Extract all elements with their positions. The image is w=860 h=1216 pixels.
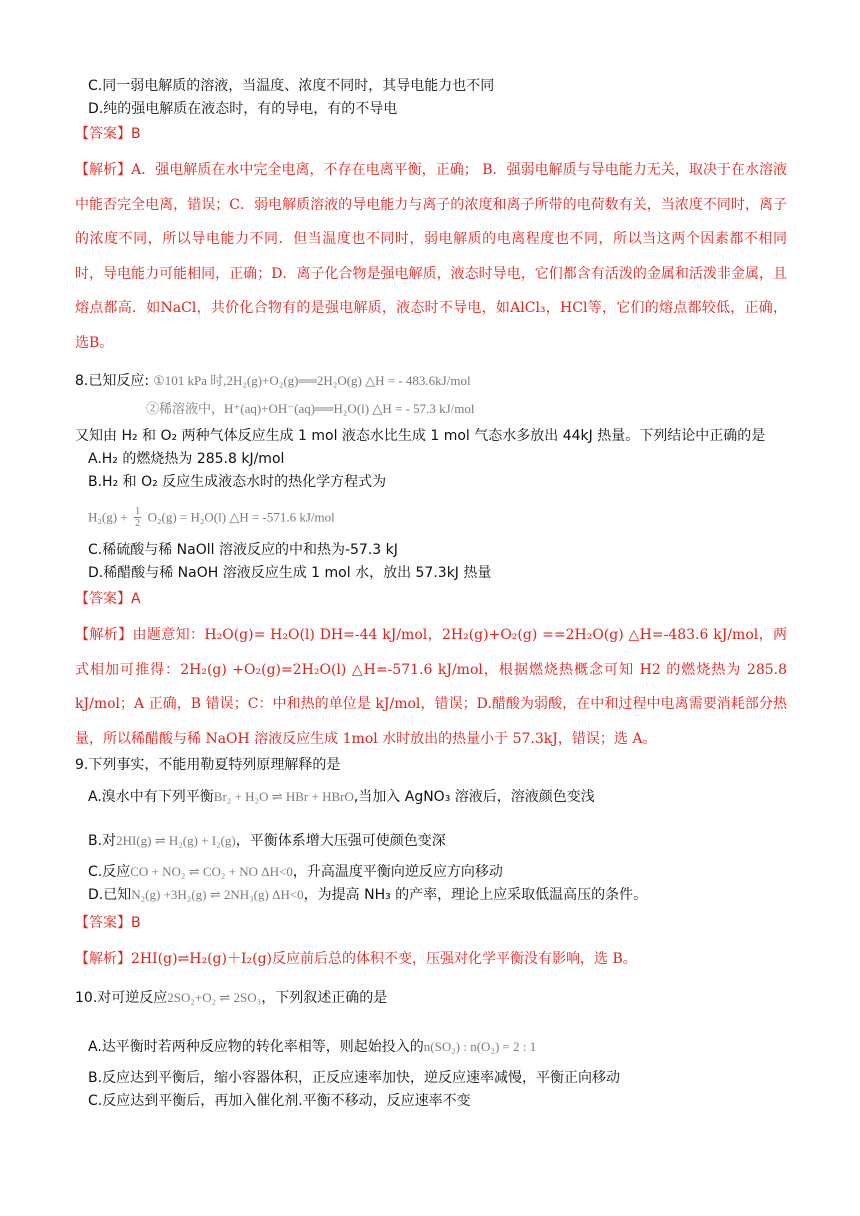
q9-option-b-post: ，平衡体系增大压强可使颜色变深: [235, 833, 446, 849]
q10-option-b: B.反应达到平衡后，缩小容器体积，正反应速率加快，逆反应速率减慢，平衡正向移动: [88, 1070, 621, 1086]
q9-option-c-post: ，升高温度平衡向逆反应方向移动: [292, 864, 503, 880]
q8-stem-text: 8.已知反应:: [75, 373, 150, 389]
q9-option-d: [88, 885, 647, 905]
q8-option-a: A.H₂ 的燃烧热为 285.8 kJ/mol: [88, 451, 285, 467]
q7-option-d: D.纯的强电解质在液态时，有的导电，有的不导电: [88, 101, 398, 117]
q9-option-d-pre: D.已知: [88, 887, 132, 903]
q9-explanation: 【解析】2HI(g)⇌H₂(g)＋I₂(g)反应前后总的体积不变，压强对化学平衡没有影响，选 B。: [75, 951, 637, 967]
fraction-denominator: 2: [135, 518, 141, 529]
q8-stem: [75, 371, 471, 391]
q8-option-d: D.稀醋酸与稀 NaOH 溶液反应生成 1 mol 水，放出 57.3kJ 热量: [88, 565, 492, 581]
q9-option-d-post: ，为提高 NH₃ 的产率，理论上应采取低温高压的条件。: [303, 887, 648, 903]
q8-equation-2: [146, 399, 475, 419]
q9-option-c: [88, 862, 503, 882]
q8-option-b-equation: [88, 506, 335, 529]
q8-option-b-eq-left: H₂(g) +: [88, 509, 128, 525]
q9-option-a-post: ,当加入 AgNO₃ 溶液后，溶液颜色变浅: [353, 789, 595, 805]
q10-stem-eq: 2SO₂+O₂ ⇌ 2SO₃: [167, 990, 262, 1005]
q9-option-b-eq: 2HI(g) ⇌ H₂(g) + I₂(g): [116, 833, 236, 848]
q9-answer: 【答案】B: [75, 915, 141, 931]
q8-stem-2: 又知由 H₂ 和 O₂ 两种气体反应生成 1 mol 液态水比生成 1 mol 气态水多放出 44kJ 热量。下列结论中正确的是: [75, 428, 766, 444]
q9-option-b: [88, 831, 446, 851]
q8-option-b-eq-right: O₂(g) = H₂O(l) △H = -571.6 kJ/mol: [147, 509, 335, 525]
q8-option-c: C.稀硫酸与稀 NaOll 溶液反应的中和热为-57.3 kJ: [88, 542, 398, 558]
q8-answer: 【答案】A: [75, 591, 141, 607]
fraction-numerator: 1: [135, 506, 141, 517]
q8-explanation: 【解析】由题意知：H₂O(g)= H₂O(l) DH=-44 kJ/mol，2H₂(g)+O₂(g) ==2H₂O(g) △H=-483.6 kJ/mol，两式相加可推得：2H₂(g) +O₂(g)=2H₂O(l) △H=-571.6 kJ/mol，根据燃烧热概念可知 H2 的燃烧热为 285.8 kJ/mol；A 正确，B 错误；C：中和热的单位是 kJ/mol，错误；D.醋酸为弱酸，在中和过程中电离需要消耗部分热量，所以稀醋酸与稀 NaOH 溶液反应生成 1mol 水时放出的热量小于 57.3kJ，错误；选 A。: [75, 627, 787, 747]
q9-option-a-eq: Br₂ + H₂O ⇌ HBr + HBrO: [213, 789, 354, 804]
q8-option-b-fraction: [134, 506, 141, 529]
q9-option-c-eq: CO + NO₂ ⇌ CO₂ + NO ΔH<0: [130, 864, 293, 879]
q7-option-c: C.同一弱电解质的溶液，当温度、浓度不同时，其导电能力也不同: [88, 78, 495, 94]
q8-equation-2-text: ②稀溶液中，H⁺(aq)+OH⁻(aq)══H₂O(l) △H = - 57.3 kJ/mol: [146, 401, 475, 416]
q9-option-b-pre: B.对: [88, 833, 117, 849]
q8-equation-1: ①101 kPa 时,2H₂(g)+O₂(g)══2H₂O(g) △H = - 483.6kJ/mol: [153, 373, 471, 388]
q9-stem: 9.下列事实，不能用勒夏特列原理解释的是: [75, 757, 341, 773]
q9-option-a: [88, 787, 595, 807]
q10-option-a-pre: A.达平衡时若两种反应物的转化率相等，则起始投入的: [88, 1039, 424, 1055]
q8-option-b: B.H₂ 和 O₂ 反应生成液态水时的热化学方程式为: [88, 474, 387, 490]
q9-option-c-pre: C.反应: [88, 864, 131, 880]
q10-option-a-eq: n(SO₂) : n(O₂) = 2 : 1: [423, 1039, 537, 1054]
q10-option-a: [88, 1037, 536, 1057]
q9-option-a-pre: A.溴水中有下列平衡: [88, 789, 214, 805]
q10-stem: [75, 988, 387, 1008]
q9-option-d-eq: N₂(g) +3H₂(g) ⇌ 2NH₃(g) ΔH<0: [131, 887, 304, 902]
q7-explanation: 【解析】A．强电解质在水中完全电离，不存在电离平衡，正确； B．强弱电解质与导电能力无关，取决于在水溶液中能否完全电离，错误；C．弱电解质溶液的导电能力与离子的浓度和离子所带的电荷数有关，当浓度不同时，离子的浓度不同，所以导电能力不同．但当温度也不同时，弱电解质的电离程度也不同，所以当这两个因素都不相同时，导电能力可能相同，正确；D．离子化合物是强电解质，液态时导电，它们都含有活泼的金属和活泼非金属，且熔点都高．如NaCl，共价化合物有的是强电解质，液态时不导电，如AlCl₃，HCl等，它们的熔点都较低，正确，选B。: [75, 162, 787, 351]
q7-answer: 【答案】B: [75, 126, 141, 142]
q10-option-c: C.反应达到平衡后，再加入催化剂.平衡不移动，反应速率不变: [88, 1093, 471, 1109]
q10-stem-pre: 10.对可逆反应: [75, 990, 168, 1006]
q10-stem-post: ，下列叙述正确的是: [261, 990, 388, 1006]
